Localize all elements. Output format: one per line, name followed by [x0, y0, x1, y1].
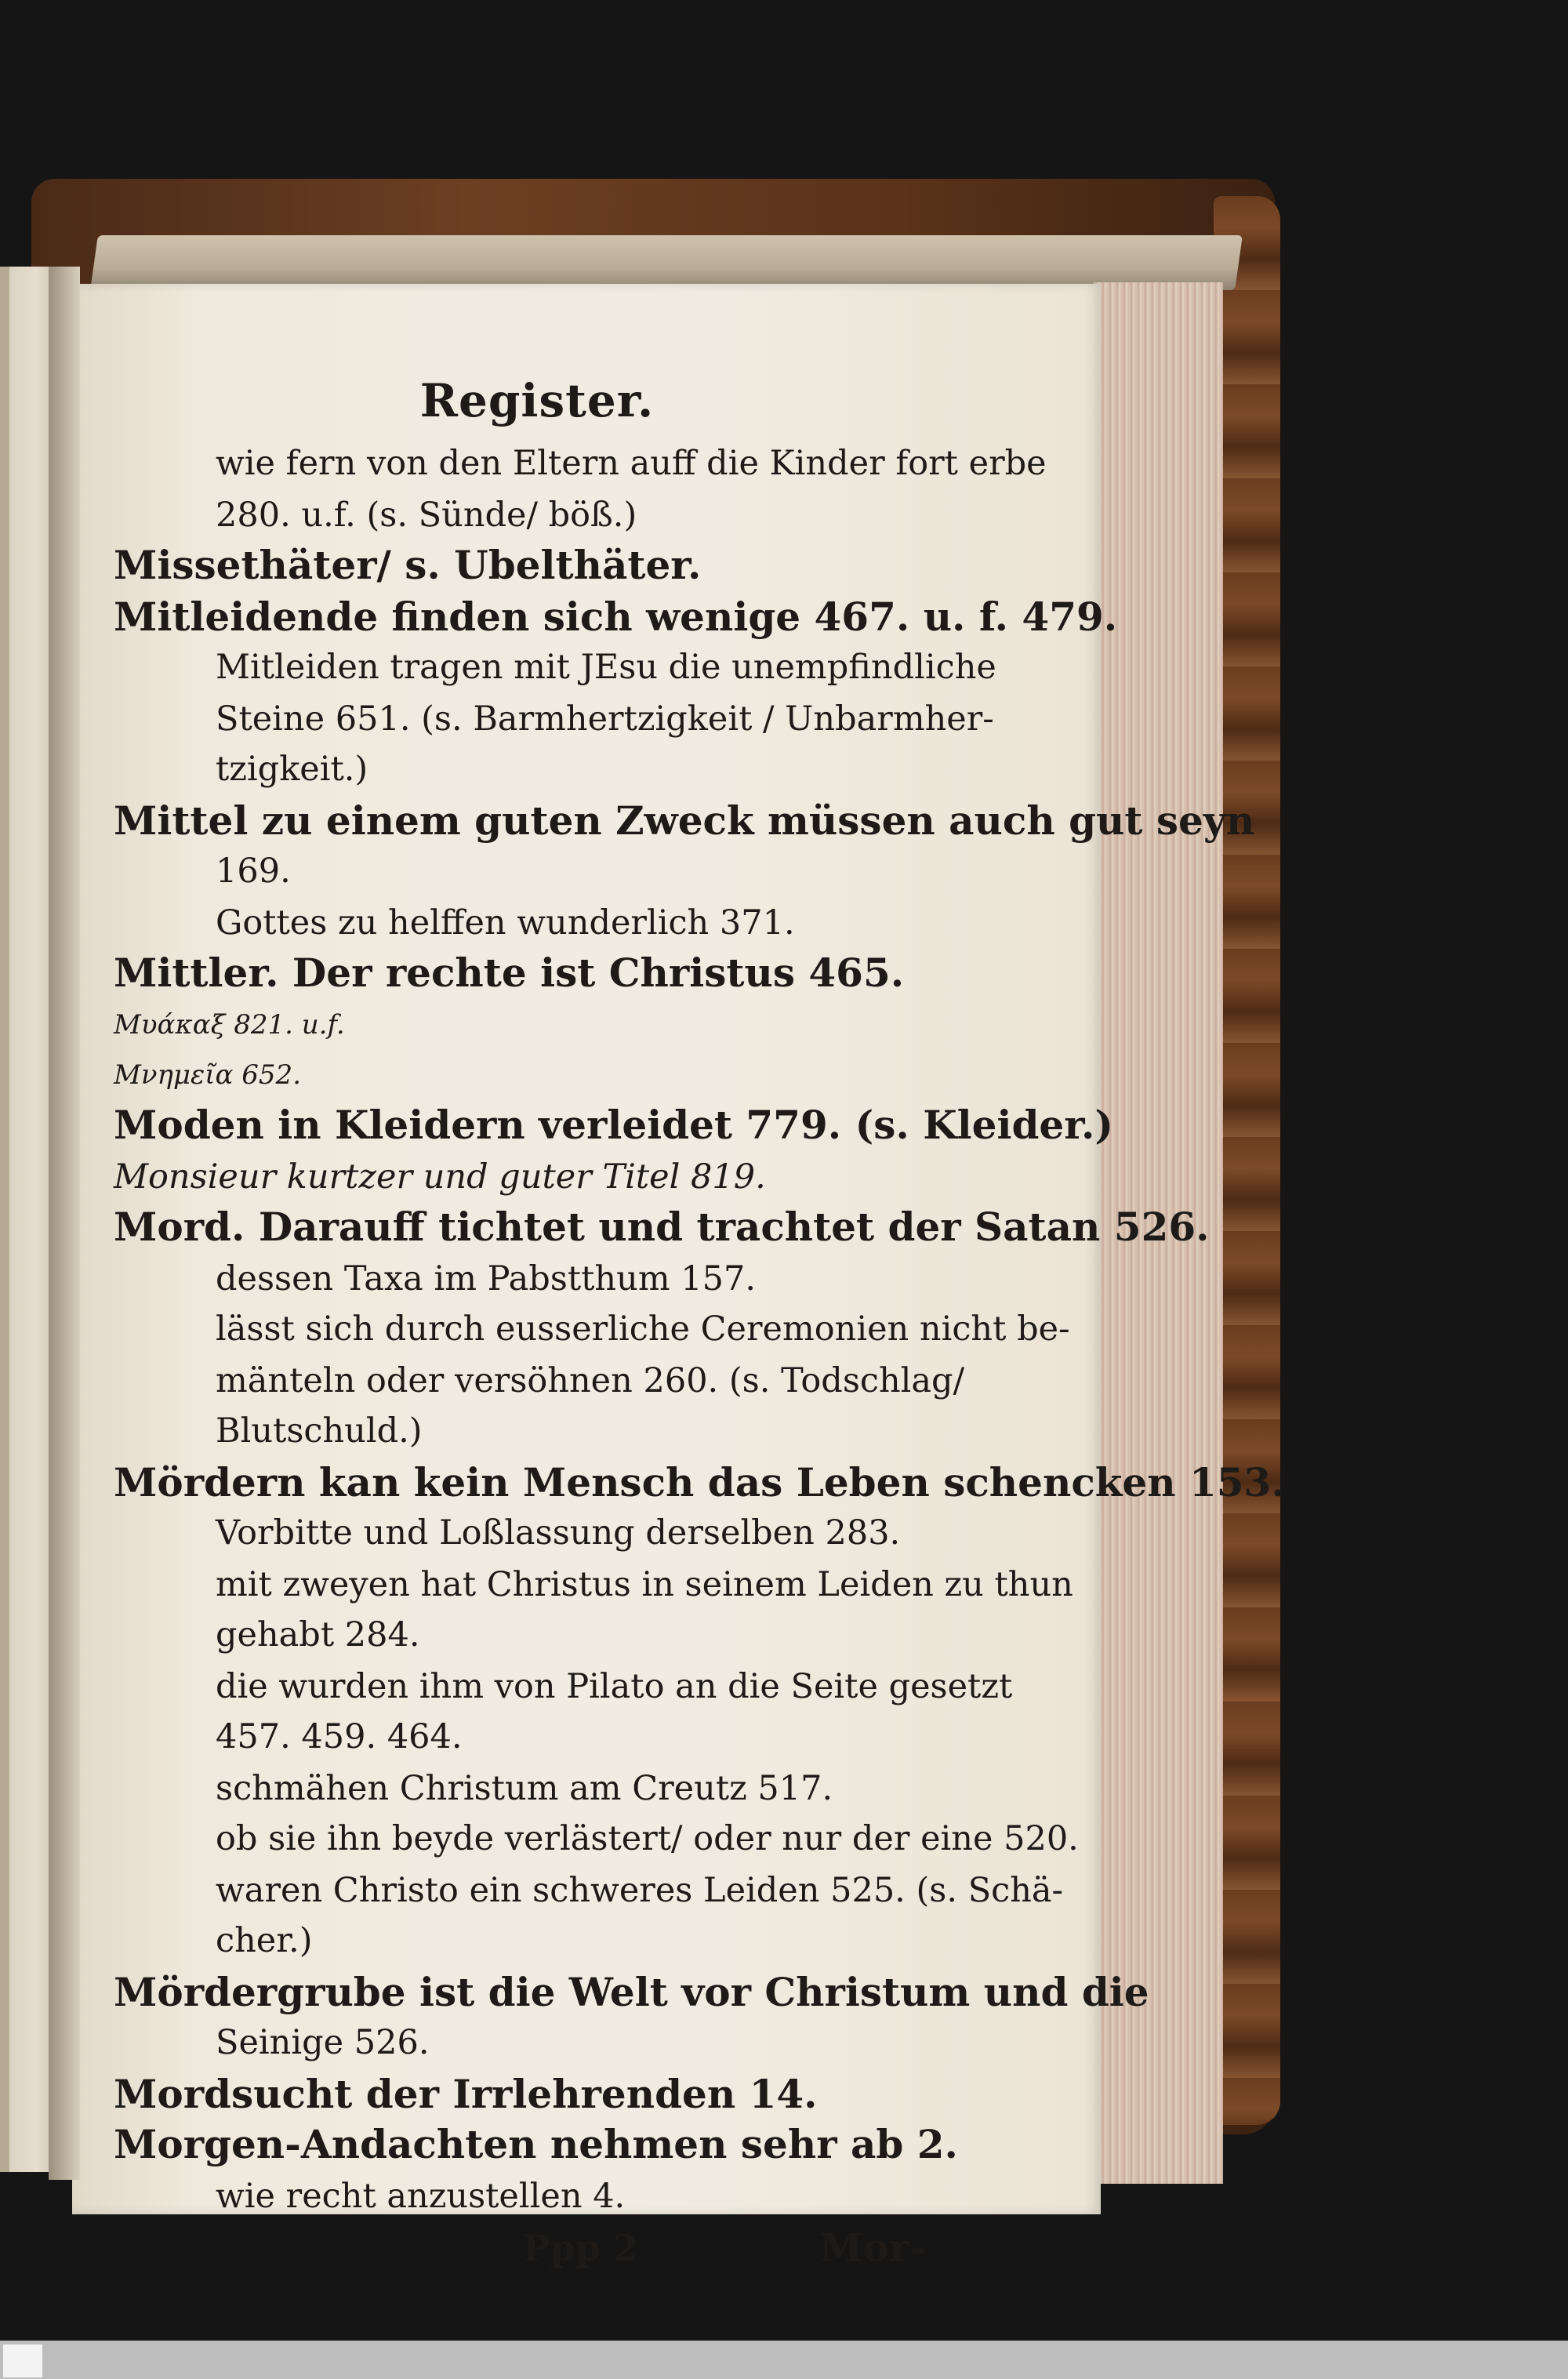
text-line: die wurden ihm von Pilato an die Seite gesetzt [216, 1667, 1013, 1706]
text-line: mit zweyen hat Christus in seinem Leiden zu thun [216, 1565, 1073, 1604]
catchword: Mor- [819, 2225, 926, 2271]
page-top-edge [90, 235, 1243, 290]
library-logo-icon [3, 2344, 42, 2377]
cover-edge [1214, 196, 1280, 2125]
signature-mark: Ppp 2 [523, 2227, 638, 2269]
text-line: ob sie ihn beyde verlästert/ oder nur der eine 520. [216, 1819, 1079, 1858]
viewer-bottom-bar [0, 2341, 1568, 2379]
text-line: Gottes zu helffen wunderlich 371. [216, 903, 795, 943]
text-line: Mördern kan kein Mensch das Leben schencken 153. [114, 1459, 1285, 1505]
text-line: lässt sich durch eusserliche Ceremonien nicht be- [216, 1309, 1070, 1349]
text-line: Mittler. Der rechte ist Christus 465. [114, 950, 905, 996]
text-line: Mord. Darauff tichtet und trachtet der Satan 526. [114, 1204, 1210, 1250]
text-line: Mitleidende finden sich wenige 467. u. f. 479. [114, 594, 1118, 640]
text-line: tzigkeit.) [216, 750, 368, 789]
text-line: schmähen Christum am Creutz 517. [216, 1769, 833, 1808]
text-line: Steine 651. (s. Barmhertzigkeit / Unbarmher- [216, 699, 994, 739]
text-line: Missethäter/ s. Ubelthäter. [114, 542, 702, 588]
text-line: waren Christo ein schweres Leiden 525. (s. Schä- [216, 1871, 1064, 1910]
text-line: 280. u.f. (s. Sünde/ böß.) [216, 496, 637, 535]
text-line: Monsieur kurtzer und guter Titel 819. [114, 1157, 766, 1197]
text-line: wie recht anzustellen 4. [216, 2177, 626, 2216]
text-line: 457. 459. 464. [216, 1717, 463, 1756]
text-line: Mitleiden tragen mit JEsu die unempfindliche [216, 648, 996, 687]
text-line: Mordsucht der Irrlehrenden 14. [114, 2071, 818, 2117]
text-line: Blutschuld.) [216, 1411, 423, 1451]
text-line: Morgen-Andachten nehmen sehr ab 2. [114, 2121, 958, 2167]
text-line: 169. [216, 852, 291, 891]
text-line: Seinige 526. [216, 2023, 430, 2062]
gutter [49, 267, 80, 2180]
text-line: Mördergrube ist die Welt vor Christum und die [114, 1969, 1149, 2015]
left-page-edge [0, 267, 9, 2172]
text-line: dessen Taxa im Pabstthum 157. [216, 1259, 757, 1298]
text-line: cher.) [216, 1921, 313, 1960]
page-header: Register. [419, 374, 655, 427]
text-line: Μυάκαξ 821. u.f. [114, 1009, 345, 1041]
text-line: Mittel zu einem guten Zweck müssen auch gut seyn [114, 797, 1255, 844]
text-line: wie fern von den Eltern auff die Kinder fort erbe [216, 444, 1047, 483]
text-line: Vorbitte und Loßlassung derselben 283. [216, 1513, 901, 1553]
text-line: mänteln oder versöhnen 260. (s. Todschlag/ [216, 1361, 965, 1400]
text-line: Moden in Kleidern verleidet 779. (s. Kleider.) [114, 1102, 1114, 1148]
text-line: gehabt 284. [216, 1615, 420, 1654]
text-line: Μνημεῖα 652. [114, 1059, 301, 1091]
